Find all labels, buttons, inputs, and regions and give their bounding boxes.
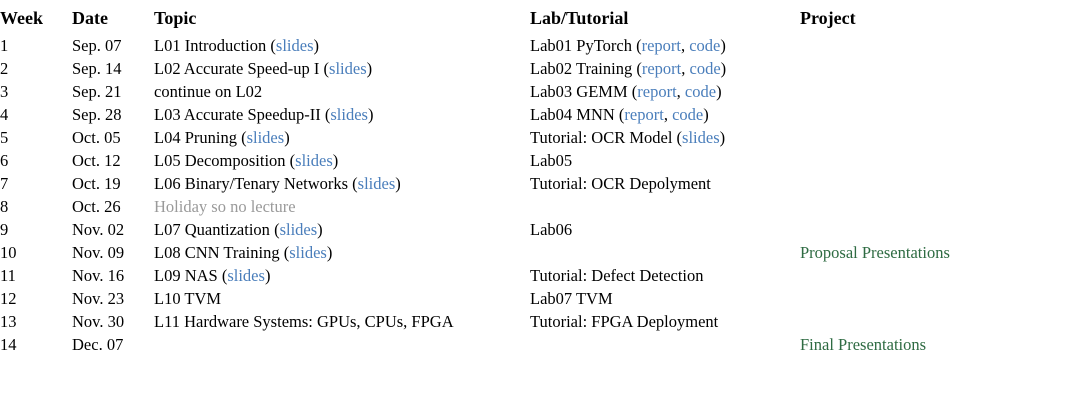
cell-week: 4	[0, 104, 9, 124]
project-label: Proposal Presentations	[800, 242, 950, 262]
paren-close: )	[720, 35, 726, 55]
paren-close: )	[703, 104, 709, 124]
paren-close: )	[719, 127, 726, 147]
schedule-table	[0, 8, 1080, 356]
cell-project	[800, 310, 1080, 333]
lab-label: Lab07 TVM	[530, 288, 613, 308]
cell-topic	[154, 57, 530, 80]
link-separator: ,	[676, 81, 685, 101]
cell-lab-tutorial	[530, 103, 800, 126]
cell-project	[800, 34, 1080, 57]
link-slides[interactable]: slides	[289, 242, 327, 262]
paren-close: )	[716, 81, 722, 101]
cell-topic	[154, 310, 530, 333]
paren-open: (	[319, 58, 330, 78]
column-header-week: Week	[0, 8, 43, 28]
cell-week: 7	[0, 173, 9, 193]
cell-topic	[154, 195, 530, 218]
link-code[interactable]: code	[684, 81, 717, 101]
lab-label: Lab04 MNN	[530, 104, 615, 124]
cell-lab-tutorial	[530, 126, 800, 149]
paren-open: (	[217, 265, 228, 285]
table-row	[0, 310, 1080, 333]
cell-week: 13	[0, 311, 17, 331]
cell-topic	[154, 333, 530, 356]
cell-topic	[154, 149, 530, 172]
topic-label: Holiday so no lecture	[154, 196, 296, 216]
topic-label: L07 Quantization	[154, 219, 270, 239]
topic-label: L09 NAS	[154, 265, 218, 285]
table-row	[0, 264, 1080, 287]
paren-open: (	[632, 58, 642, 78]
cell-date: Oct. 26	[72, 196, 121, 216]
cell-project	[800, 57, 1080, 80]
table-row	[0, 34, 1080, 57]
table-row	[0, 57, 1080, 80]
cell-date: Nov. 09	[72, 242, 125, 262]
cell-project	[800, 241, 1080, 264]
lab-label: Lab05	[530, 150, 573, 170]
link-slides[interactable]: slides	[275, 35, 314, 55]
cell-week: 2	[0, 58, 9, 78]
cell-date: Nov. 30	[72, 311, 125, 331]
topic-label: L04 Pruning	[154, 127, 237, 147]
cell-lab-tutorial	[530, 80, 800, 103]
cell-week: 10	[0, 242, 17, 262]
link-report[interactable]: report	[637, 81, 677, 101]
cell-project	[800, 126, 1080, 149]
cell-week: 3	[0, 81, 9, 101]
table-row	[0, 333, 1080, 356]
table-row	[0, 195, 1080, 218]
lab-label: Tutorial: OCR Model	[530, 127, 673, 147]
paren-open: (	[269, 219, 280, 239]
link-code[interactable]: code	[689, 58, 721, 78]
column-header-topic: Topic	[154, 8, 197, 28]
cell-project	[800, 80, 1080, 103]
cell-project	[800, 264, 1080, 287]
paren-open: (	[279, 242, 290, 262]
table-row	[0, 149, 1080, 172]
cell-date: Oct. 05	[72, 127, 121, 147]
paren-open: (	[614, 104, 625, 124]
link-slides[interactable]: slides	[279, 219, 318, 239]
column-header-lab-tutorial: Lab/Tutorial	[530, 8, 629, 28]
table-row	[0, 218, 1080, 241]
cell-topic	[154, 34, 530, 57]
cell-date: Sep. 21	[72, 81, 122, 101]
cell-topic	[154, 80, 530, 103]
cell-date: Oct. 19	[72, 173, 121, 193]
paren-close: )	[366, 58, 373, 78]
link-separator: ,	[663, 104, 673, 124]
cell-week: 6	[0, 150, 9, 170]
link-separator: ,	[680, 35, 690, 55]
paren-open: (	[236, 127, 247, 147]
lab-label: Lab06	[530, 219, 573, 239]
cell-lab-tutorial	[530, 195, 800, 218]
cell-topic	[154, 218, 530, 241]
cell-date: Nov. 23	[72, 288, 125, 308]
cell-date: Sep. 28	[72, 104, 122, 124]
lab-label: Lab03 GEMM	[530, 81, 628, 101]
lab-label: Tutorial: Defect Detection	[530, 265, 704, 285]
paren-close: )	[720, 58, 727, 78]
cell-week: 11	[0, 265, 16, 285]
lab-label: Tutorial: FPGA Deployment	[530, 311, 719, 331]
cell-week: 14	[0, 334, 17, 354]
cell-topic	[154, 287, 530, 310]
link-slides[interactable]: slides	[246, 127, 285, 147]
paren-open: (	[672, 127, 683, 147]
paren-open: (	[285, 150, 296, 170]
topic-label: L02 Accurate Speed-up I	[154, 58, 320, 78]
paren-close: )	[317, 219, 323, 239]
link-slides[interactable]: slides	[330, 104, 368, 124]
cell-lab-tutorial	[530, 57, 800, 80]
table-body	[0, 34, 1080, 356]
cell-lab-tutorial	[530, 264, 800, 287]
cell-date: Nov. 02	[72, 219, 125, 239]
cell-topic	[154, 172, 530, 195]
link-separator: ,	[681, 58, 690, 78]
link-slides[interactable]: slides	[357, 173, 396, 193]
cell-week: 1	[0, 35, 9, 55]
topic-label: continue on L02	[154, 81, 263, 101]
paren-open: (	[320, 104, 331, 124]
cell-week: 5	[0, 127, 9, 147]
table-row	[0, 172, 1080, 195]
topic-label: L01 Introduction	[154, 35, 267, 55]
cell-week: 8	[0, 196, 9, 216]
cell-lab-tutorial	[530, 241, 800, 264]
link-slides[interactable]: slides	[295, 150, 333, 170]
table-row	[0, 80, 1080, 103]
paren-open: (	[266, 35, 276, 55]
cell-lab-tutorial	[530, 310, 800, 333]
cell-topic	[154, 264, 530, 287]
cell-lab-tutorial	[530, 218, 800, 241]
cell-topic	[154, 126, 530, 149]
cell-week: 9	[0, 219, 9, 239]
topic-label: L08 CNN Training	[154, 242, 280, 262]
cell-topic	[154, 103, 530, 126]
table-row	[0, 241, 1080, 264]
cell-lab-tutorial	[530, 149, 800, 172]
paren-open: (	[631, 35, 642, 55]
column-header-date: Date	[72, 8, 108, 28]
table-row	[0, 126, 1080, 149]
cell-lab-tutorial	[530, 34, 800, 57]
link-report[interactable]: report	[641, 58, 682, 78]
paren-open: (	[627, 81, 638, 101]
cell-project	[800, 333, 1080, 356]
lab-label: Lab02 Training	[530, 58, 633, 78]
link-report[interactable]: report	[641, 35, 681, 55]
cell-date: Sep. 07	[72, 35, 122, 55]
link-slides[interactable]: slides	[682, 127, 720, 147]
paren-open: (	[348, 173, 358, 193]
paren-close: )	[313, 35, 319, 55]
project-label: Final Presentations	[800, 334, 927, 354]
cell-date: Dec. 07	[72, 334, 124, 354]
cell-date: Sep. 14	[72, 58, 122, 78]
cell-lab-tutorial	[530, 172, 800, 195]
link-slides[interactable]: slides	[329, 58, 367, 78]
cell-week: 12	[0, 288, 17, 308]
lab-label: Lab01 PyTorch	[530, 35, 632, 55]
link-report[interactable]: report	[624, 104, 664, 124]
column-header-project: Project	[800, 8, 856, 28]
topic-label: L11 Hardware Systems: GPUs, CPUs, FPGA	[154, 311, 454, 331]
table-row	[0, 103, 1080, 126]
paren-close: )	[395, 173, 401, 193]
cell-lab-tutorial	[530, 333, 800, 356]
paren-close: )	[264, 265, 271, 285]
paren-close: )	[332, 150, 339, 170]
cell-project	[800, 218, 1080, 241]
link-slides[interactable]: slides	[227, 265, 265, 285]
cell-project	[800, 103, 1080, 126]
cell-project	[800, 195, 1080, 218]
cell-project	[800, 287, 1080, 310]
cell-date: Oct. 12	[72, 150, 121, 170]
cell-topic	[154, 241, 530, 264]
topic-label: L03 Accurate Speedup-II	[154, 104, 321, 124]
paren-close: )	[326, 242, 333, 262]
cell-project	[800, 172, 1080, 195]
table-row	[0, 287, 1080, 310]
cell-lab-tutorial	[530, 287, 800, 310]
link-code[interactable]: code	[672, 104, 704, 124]
table-header	[0, 8, 1080, 34]
topic-label: L06 Binary/Tenary Networks	[154, 173, 349, 193]
lab-label: Tutorial: OCR Depolyment	[530, 173, 711, 193]
paren-close: )	[367, 104, 374, 124]
cell-project	[800, 149, 1080, 172]
paren-close: )	[284, 127, 290, 147]
topic-label: L05 Decomposition	[154, 150, 286, 170]
link-code[interactable]: code	[689, 35, 721, 55]
table-header-row	[0, 8, 1080, 34]
cell-date: Nov. 16	[72, 265, 125, 285]
topic-label: L10 TVM	[154, 288, 222, 308]
